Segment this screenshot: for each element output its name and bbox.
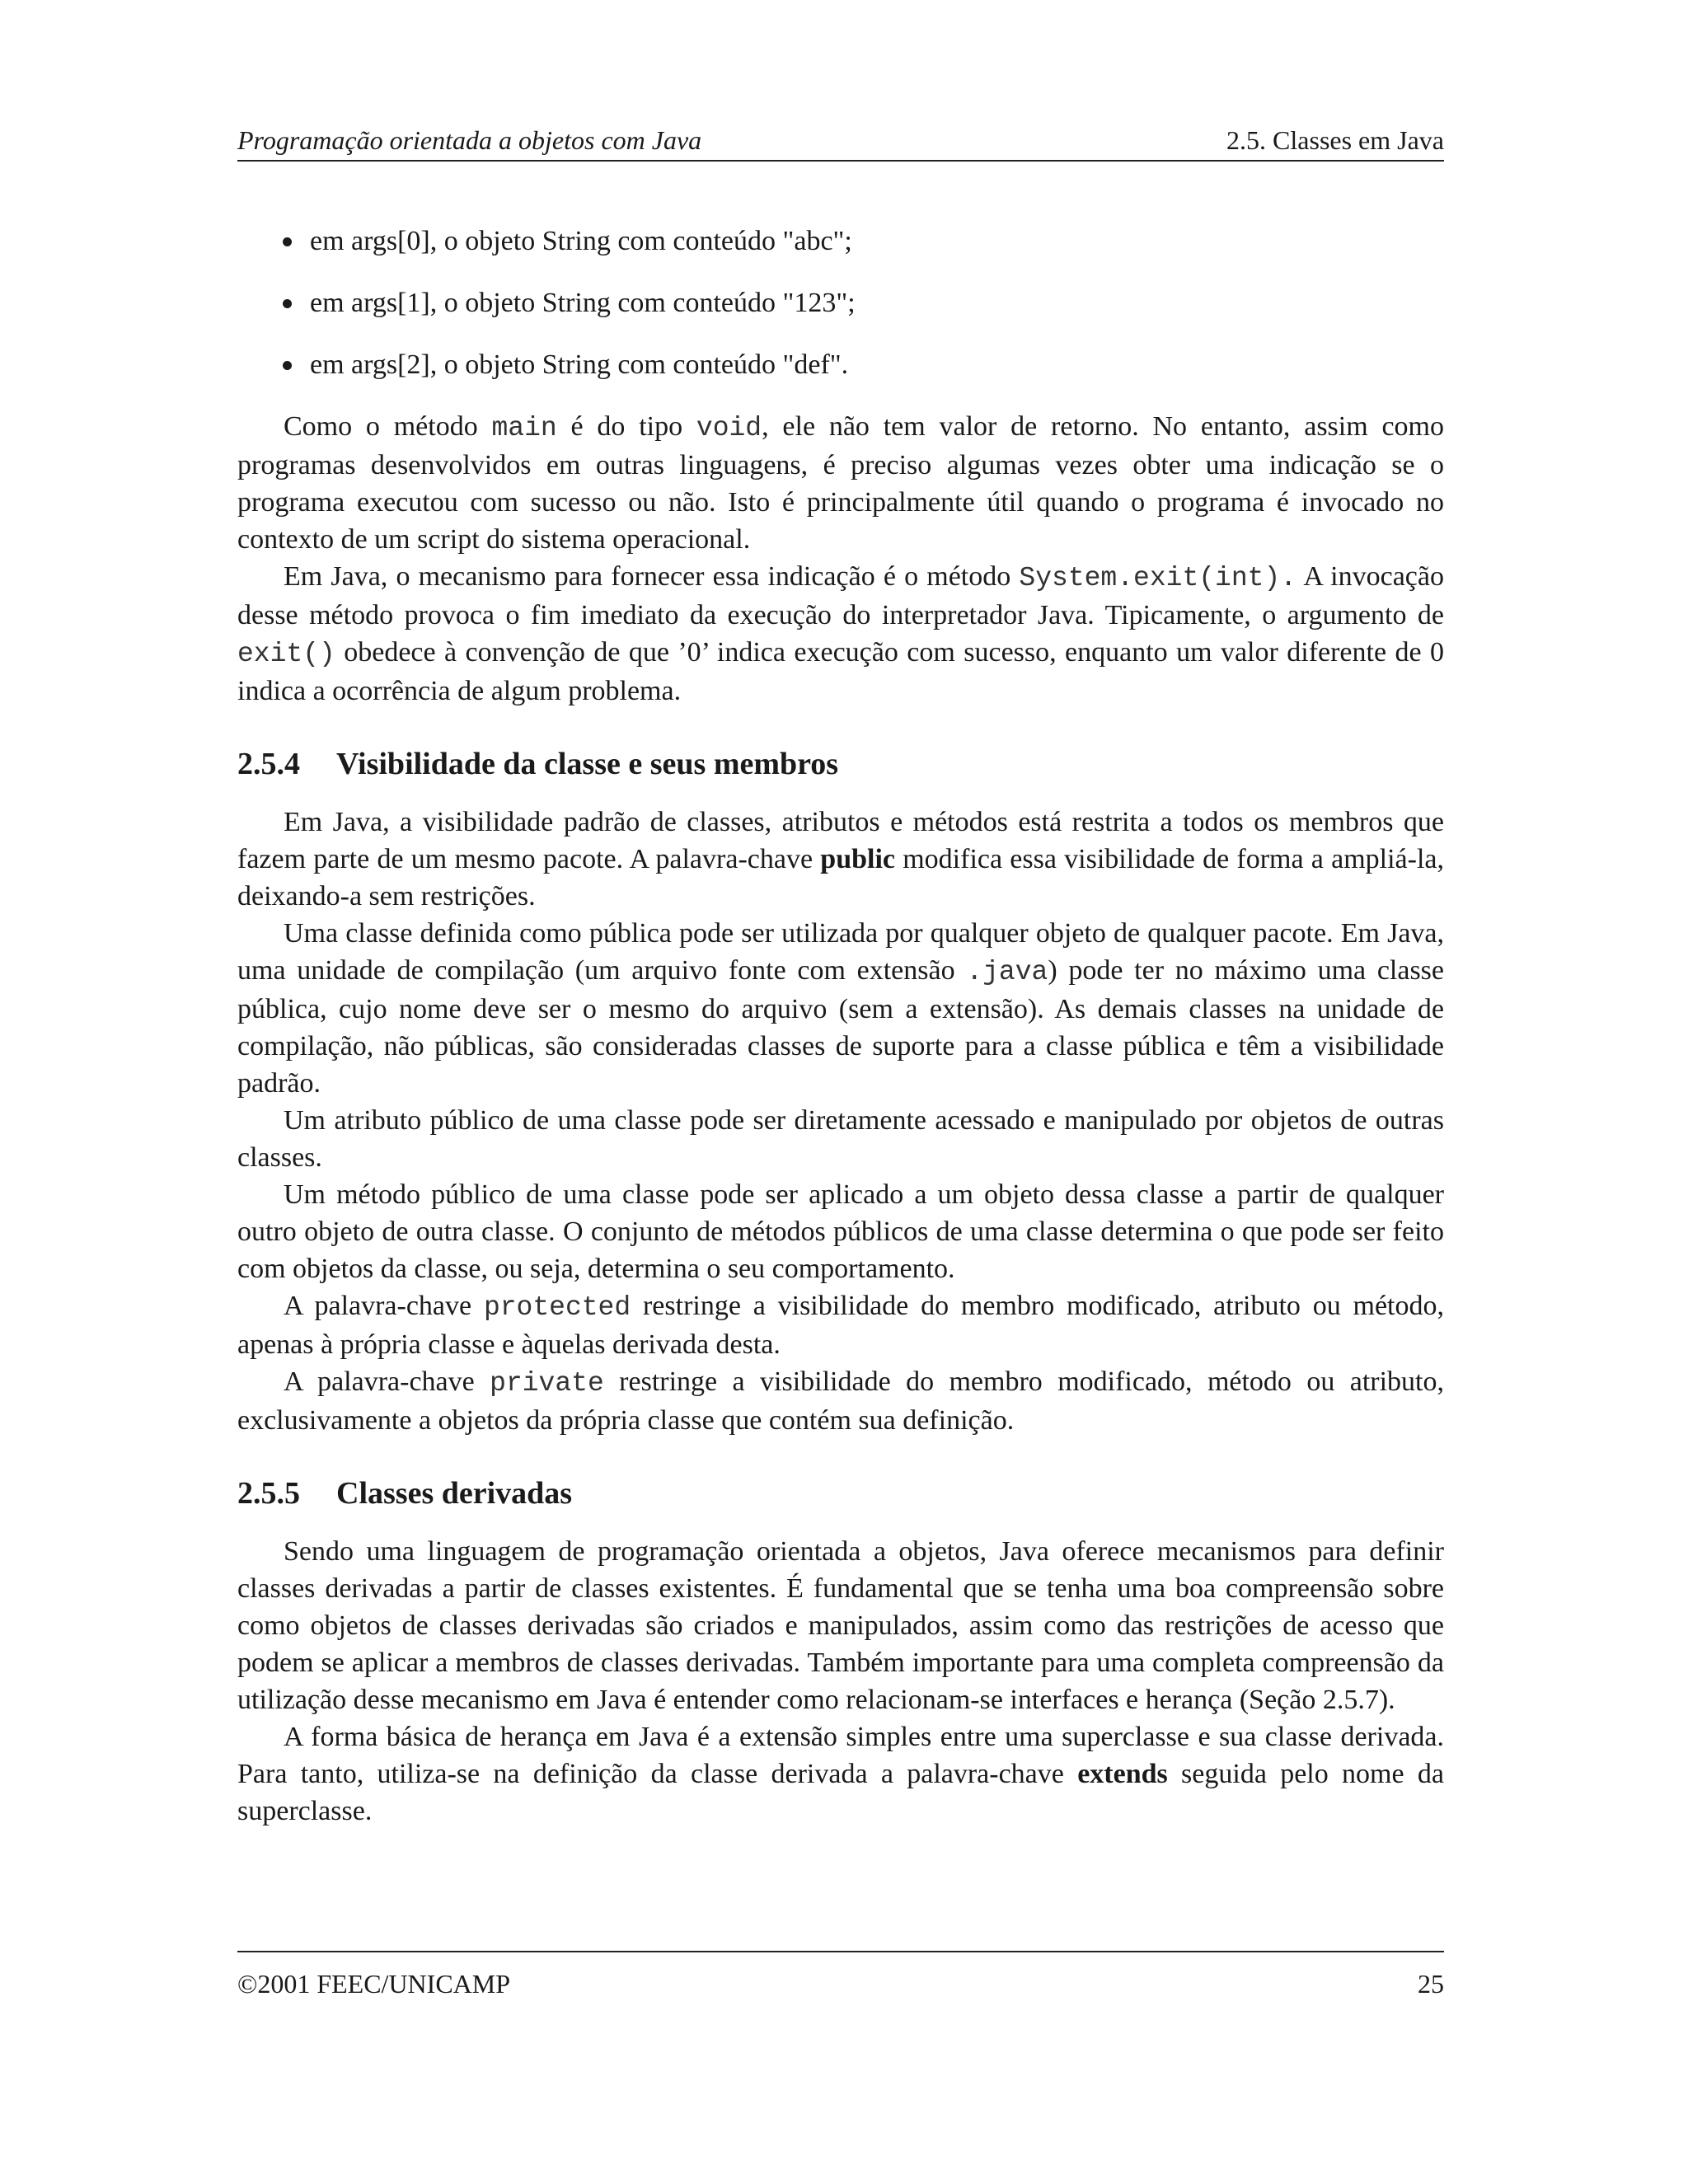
bullet-icon xyxy=(283,361,292,370)
paragraph-private: A palavra-chave private restringe a visibilidade do membro modificado, método ou atributo, exclusivamente a objetos da própria classe que contém sua definição. xyxy=(237,1366,1444,1436)
page-footer xyxy=(237,1951,1444,1999)
code-java-extension: .java xyxy=(966,957,1048,987)
args-list xyxy=(237,223,1444,383)
paragraph-main-method: Como o método main é do tipo void, ele não tem valor de retorno. No entanto, assim como programas desenvolvidos em outras linguagens, é preciso algumas vezes obter uma indicação se o programa executou com sucesso ou não. Isto é principalmente útil quando o programa é invocado no contexto de um script do sistema operacional. xyxy=(237,411,1445,555)
section-title: 2.5. Classes em Java xyxy=(1226,125,1444,155)
code-system-exit: System.exit(int). xyxy=(1019,563,1297,593)
section-number: 2.5.5 xyxy=(237,1476,300,1511)
paragraph-public-attribute: Um atributo público de uma classe pode ser diretamente acessado e manipulado por objetos de outras classes. xyxy=(237,1105,1444,1173)
section-title-text: Visibilidade da classe e seus membros xyxy=(336,747,839,781)
page-number: 25 xyxy=(1418,1969,1444,1999)
body-text xyxy=(237,223,1444,1830)
keyword-extends: extends xyxy=(1077,1759,1168,1789)
paragraph-system-exit: Em Java, o mecanismo para fornecer essa indicação é o método System.exit(int). A invocação desse método provoca o fim imediato da execução do interpretador Java. Tipicamente, o argumento de exit() obedece à convenção de que ’0’ indica execução com sucesso, enquanto um valor diferente de 0 indica a ocorrência de algum problema. xyxy=(237,561,1444,706)
document-page xyxy=(237,0,1444,2184)
section-heading-2-5-4 xyxy=(237,744,1444,784)
keyword-public: public xyxy=(820,844,895,874)
paragraph-derived-classes: Sendo uma linguagem de programação orientada a objetos, Java oferece mecanismos para definir classes derivadas a partir de classes existentes. É fundamental que se tenha uma boa compreensão sobre como objetos de classes derivadas são criados e manipulados, assim como das restrições de acesso que podem se aplicar a membros de classes derivadas. Também importante para uma completa compreensão da utilização desse mecanismo em Java é entender como relacionam-se interfaces e herança (Seção 2.5.7). xyxy=(237,1536,1444,1715)
section-heading-2-5-5 xyxy=(237,1474,1444,1513)
list-item: em args[0], o objeto String com conteúdo "abc"; xyxy=(237,223,1444,260)
code-main: main xyxy=(491,413,557,443)
section-title-text: Classes derivadas xyxy=(336,1476,573,1511)
code-void: void xyxy=(696,413,762,443)
paragraph-default-visibility: Em Java, a visibilidade padrão de classes, atributos e métodos está restrita a todos os membros que fazem parte de um mesmo pacote. A palavra-chave public modifica essa visibilidade de forma a ampliá-la, deixando-a sem restrições. xyxy=(237,807,1445,912)
code-protected: protected xyxy=(483,1292,631,1323)
bullet-icon xyxy=(283,237,292,246)
list-item: em args[1], o objeto String com conteúdo "123"; xyxy=(237,284,1444,321)
paragraph-protected: A palavra-chave protected restringe a visibilidade do membro modificado, atributo ou método, apenas à própria classe e àquelas derivada desta. xyxy=(237,1291,1444,1360)
section-number: 2.5.4 xyxy=(237,747,300,781)
paragraph-extends: A forma básica de herança em Java é a extensão simples entre uma superclasse e sua classe derivada. Para tanto, utiliza-se na definição da classe derivada a palavra-chave extends seguida pelo nome da superclasse. xyxy=(237,1722,1444,1826)
bullet-icon xyxy=(283,299,292,308)
list-item: em args[2], o objeto String com conteúdo "def". xyxy=(237,346,1444,383)
paragraph-public-method: Um método público de uma classe pode ser aplicado a um objeto dessa classe a partir de qualquer outro objeto de outra classe. O conjunto de métodos públicos de uma classe determina o que pode ser feito com objetos da classe, ou seja, determina o seu comportamento. xyxy=(237,1179,1444,1284)
paragraph-public-class: Uma classe definida como pública pode ser utilizada por qualquer objeto de qualquer pacote. Em Java, uma unidade de compilação (um arquivo fonte com extensão .java) pode ter no máximo uma classe pública, cujo nome deve ser o mesmo do arquivo (sem a extensão). As demais classes na unidade de compilação, não públicas, são consideradas classes de suporte para a classe pública e têm a visibilidade padrão. xyxy=(237,918,1445,1099)
copyright: ©2001 FEEC/UNICAMP xyxy=(237,1969,511,1999)
running-header xyxy=(237,122,1444,162)
book-title: Programação orientada a objetos com Java xyxy=(237,125,702,155)
code-private: private xyxy=(490,1368,604,1399)
code-exit: exit() xyxy=(237,639,335,669)
